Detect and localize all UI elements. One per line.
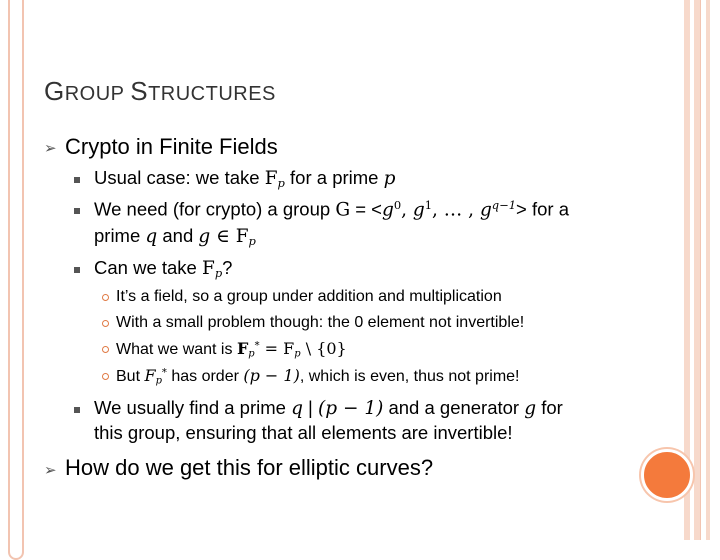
sub-item-what-we-want xyxy=(116,339,347,359)
math-var: g xyxy=(381,199,394,221)
item-text: prime xyxy=(94,225,146,246)
math-var: p xyxy=(383,168,396,189)
right-decorative-line xyxy=(700,0,701,540)
ring-bullet-icon xyxy=(102,346,109,353)
orange-circle-decoration xyxy=(641,449,693,501)
math-sup: * xyxy=(254,340,260,352)
math-sep: , … , xyxy=(432,199,480,221)
item-usually-find-prime-line2: this group, ensuring that all elements are invertible! xyxy=(94,422,513,443)
item-text: for a prime xyxy=(284,167,384,188)
math-sub: p xyxy=(294,348,301,360)
math-sup: 0 xyxy=(393,198,402,212)
square-bullet-icon xyxy=(74,208,80,214)
math-sub: p xyxy=(277,175,285,190)
math-field: F xyxy=(264,168,278,189)
slide-title xyxy=(44,76,276,107)
item-need-group-line2 xyxy=(94,225,256,248)
left-decorative-frame xyxy=(8,0,24,560)
math-field: ∈ F xyxy=(210,226,249,247)
square-bullet-icon xyxy=(74,407,80,413)
math-var: q xyxy=(291,398,303,419)
item-text: > for a xyxy=(516,198,569,220)
item-usual-case xyxy=(94,167,395,190)
item-usually-find-prime xyxy=(94,397,563,419)
math-group: G xyxy=(335,199,351,221)
item-text: has order xyxy=(166,368,244,385)
square-bullet-icon xyxy=(74,177,80,183)
math-sup: 1 xyxy=(424,198,433,212)
math-sub: p xyxy=(248,348,255,360)
sub-item-order-even xyxy=(116,366,520,386)
right-decorative-bar xyxy=(694,0,700,540)
ring-bullet-icon xyxy=(102,373,109,380)
title-rest: ROUP xyxy=(64,83,131,105)
square-bullet-icon xyxy=(74,267,80,273)
math-var: g xyxy=(412,199,425,221)
item-text: But xyxy=(116,368,145,385)
math-sub: p xyxy=(248,233,256,248)
title-rest: TRUCTURES xyxy=(148,83,276,105)
math-field: F xyxy=(144,366,156,385)
math-field: F xyxy=(201,258,215,279)
arrowhead-bullet-icon: ➢ xyxy=(44,462,57,479)
math-var: g xyxy=(198,226,211,247)
math-sup: * xyxy=(161,367,167,379)
item-text: Can we take xyxy=(94,257,202,278)
math-sep: , xyxy=(401,199,413,221)
math-sup: q−1 xyxy=(491,198,517,212)
math-expression: (p − 1) xyxy=(243,366,300,385)
item-text: = < xyxy=(350,198,382,220)
title-initial: S xyxy=(130,76,149,106)
sub-item-small-problem: With a small problem though: the 0 element not invertible! xyxy=(116,314,525,331)
item-text: and xyxy=(157,225,199,246)
item-text: We need (for crypto) a group xyxy=(94,198,336,220)
item-need-group xyxy=(94,198,569,220)
item-can-we-take xyxy=(94,257,232,280)
math-field: F xyxy=(236,339,249,358)
item-text: We usually find a prime xyxy=(94,397,292,418)
math-expression: (p − 1) xyxy=(318,398,384,419)
sub-item-field-group: It’s a field, so a group under addition and multiplication xyxy=(116,288,502,305)
ring-bullet-icon xyxy=(102,294,109,301)
right-decorative-bar xyxy=(706,0,710,540)
title-initial: G xyxy=(44,76,65,106)
math-var: q xyxy=(145,226,158,247)
item-text: and a generator xyxy=(383,397,525,418)
bullet-elliptic-curves: How do we get this for elliptic curves? xyxy=(65,455,434,480)
ring-bullet-icon xyxy=(102,320,109,327)
item-text: What we want is xyxy=(116,341,237,358)
bullet-crypto-finite-fields: Crypto in Finite Fields xyxy=(65,134,278,159)
math-var: g xyxy=(479,199,492,221)
math-var: g xyxy=(524,398,537,419)
math-set: \ {0} xyxy=(300,339,347,358)
item-text: for xyxy=(536,397,563,418)
math-sub: p xyxy=(214,265,223,280)
item-text: ? xyxy=(222,257,233,278)
item-text: Usual case: we take xyxy=(94,167,265,188)
item-text: , which is even, thus not prime! xyxy=(299,368,520,385)
item-text: | xyxy=(302,397,319,418)
arrowhead-bullet-icon: ➢ xyxy=(44,140,57,157)
math-field: = F xyxy=(259,339,295,358)
math-sub: p xyxy=(155,375,162,387)
